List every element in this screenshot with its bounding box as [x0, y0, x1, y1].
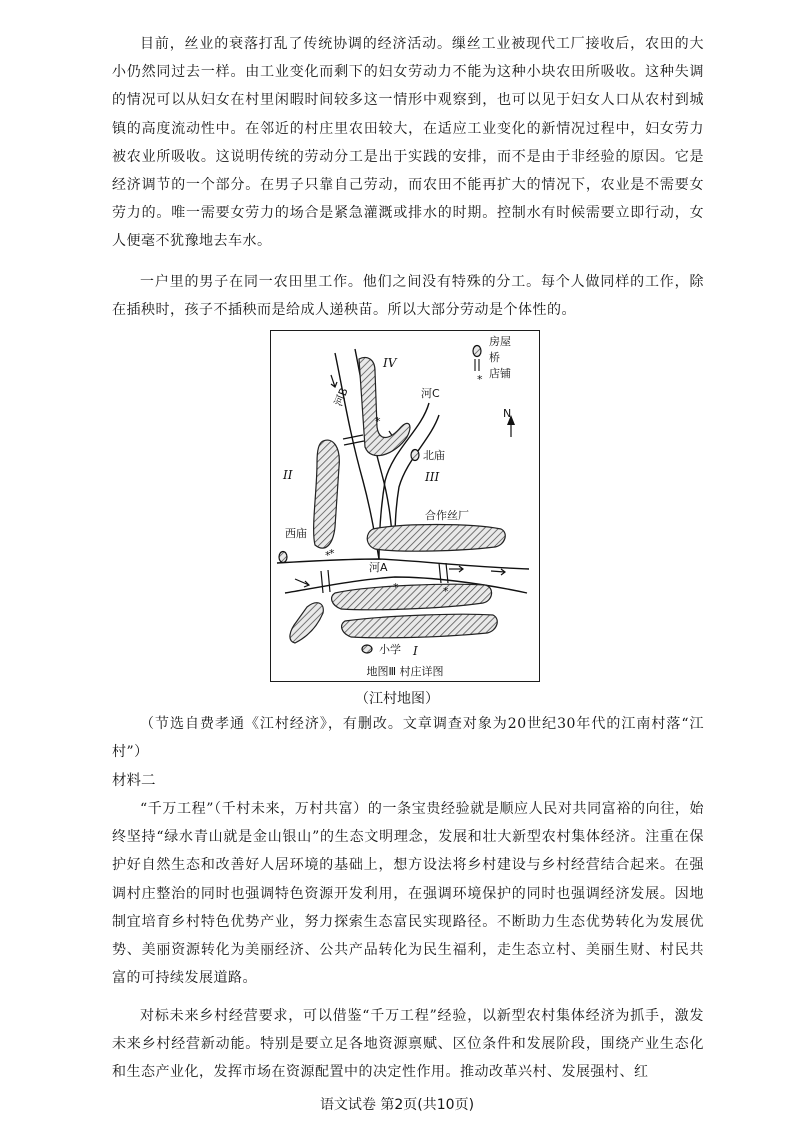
svg-text:*: *: [393, 581, 399, 594]
paragraph-2: 一户里的男子在同一农田里工作。他们之间没有特殊的分工。每个人做同样的工作，除在插秧时，孩子不插秧而是给成人递秧苗。所以大部分劳动是个体性的。: [112, 274, 704, 319]
zone-ii-label: II: [283, 468, 293, 482]
river-lines: [277, 349, 529, 593]
legend-shop: 店铺: [489, 367, 511, 380]
page-footer: 语文试卷 第2页(共10页): [319, 1097, 475, 1113]
north-label: N: [503, 407, 512, 420]
source-note: （节选自费孝通《江村经济》，有删改。文章调查对象为20世纪30年代的江南村落“江村”）: [112, 716, 704, 761]
paragraph-1: 目前，丝业的衰落打乱了传统协调的经济活动。缫丝工业被现代工厂接收后，农田的大小仍然同过去一样。由工业变化而剩下的妇女劳动力不能为这种小块农田所吸收。这种失调的情况可以从妇女在村里闲暇时间较多这一情形中观察到，也可以见于妇女人口从农村到城镇的高度流动性中。在邻近的村庄里农田较大，在适应工业变化的新情况过程中，妇女劳力被农业所吸收。这说明传统的劳动分工是出于实践的安排，而不是由于非经验的原因。它是经济调节的一个部分。在男子只靠自己劳动，而农田不能再扩大的情况下，农业是不需要女劳力的。唯一需要女劳力的场合是紧急灌溉或排水的时期。控制水有时候需要立即行动，女人便毫不犹豫地去车水。: [112, 36, 704, 250]
svg-text:*: *: [375, 415, 381, 428]
map-inner-caption: 地图Ⅲ 村庄详图: [366, 665, 444, 678]
legend-house: 房屋: [489, 335, 511, 348]
north-arrow-icon: [503, 407, 515, 437]
west-temple-label: 西庙: [285, 527, 307, 540]
legend-bridge: 桥: [489, 351, 500, 364]
zone-iv-label: IV: [383, 356, 397, 370]
school-label: 小学: [379, 643, 401, 656]
svg-text:*: *: [443, 585, 449, 598]
zone-iii-label: III: [425, 470, 440, 484]
north-temple-label: 北庙: [423, 449, 445, 462]
village-map: [270, 330, 540, 682]
material-2-heading: 材料二: [112, 773, 156, 789]
paragraph-4: 对标未来乡村经营要求，可以借鉴“千万工程”经验，以新型农村集体经济为抓手，激发未来乡村经营新动能。特别是要立足各地资源禀赋、区位条件和发展阶段，围绕产业生态化和生态产业化，发挥市场在资源配置中的决定性作用。推动改革兴村、发展强村、红: [112, 1008, 704, 1081]
zone-i-label: I: [413, 644, 418, 658]
river-c-label: 河C: [421, 387, 440, 400]
map-caption: （江村地图）: [355, 691, 439, 707]
village-map-drawing: [271, 331, 539, 681]
river-b-label: 河B: [331, 386, 351, 409]
paragraph-3: “千万工程”（千村未来，万村共富）的一条宝贵经验就是顺应人民对共同富裕的向往，始终坚持“绿水青山就是金山银山”的生态文明理念，发展和壮大新型农村集体经济。注重在保护好自然生态和改善好人居环境的基础上，想方设法将乡村建设与乡村经营结合起来。在强调村庄整治的同时也强调特色资源开发利用，在强调环境保护的同时也强调经济发展。因地制宜培育乡村特色优势产业，努力探索生态富民实现路径。不断助力生态优势转化为发展优势、美丽资源转化为美丽经济、公共产品转化为民生福利，走生态立村、美丽生财、村民共富的可持续发展道路。: [112, 801, 704, 987]
river-a-label: 河A: [369, 561, 388, 574]
svg-text:*: *: [329, 547, 335, 560]
silk-factory-label: 合作丝厂: [425, 509, 469, 522]
svg-text:*: *: [325, 549, 331, 562]
svg-text:*: *: [477, 373, 483, 386]
